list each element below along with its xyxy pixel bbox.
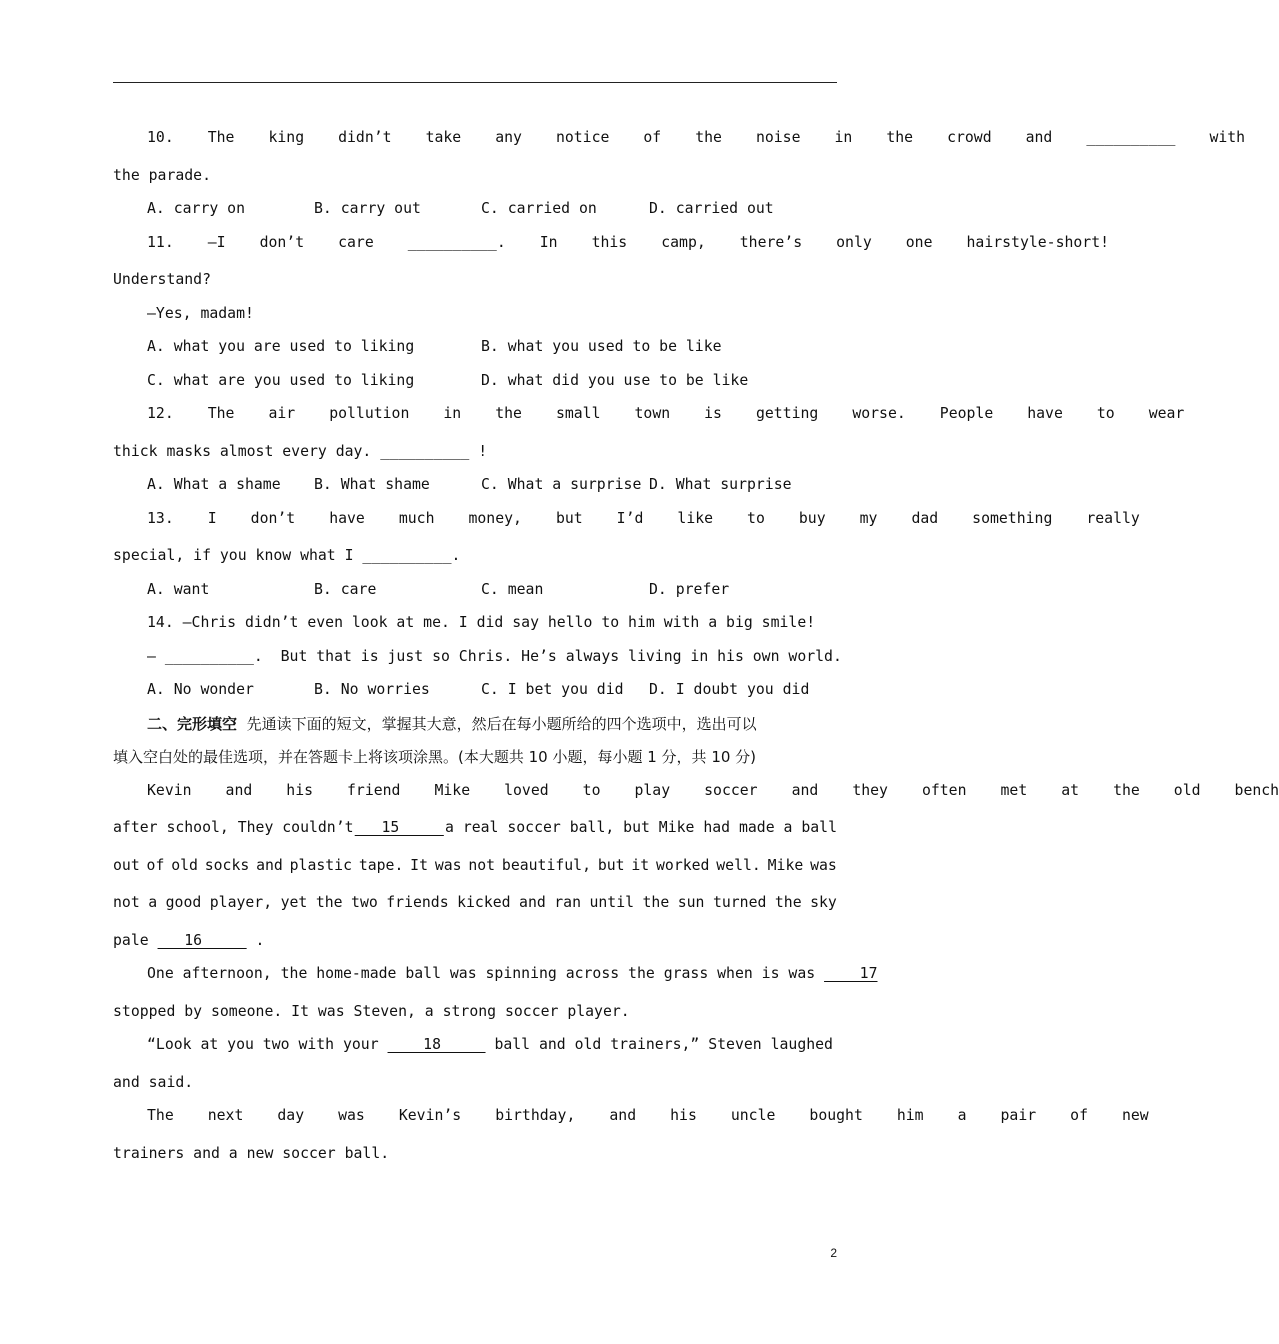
word: pollution [329, 405, 410, 422]
word: like [677, 509, 714, 527]
word: the [642, 894, 670, 911]
p1-line5-end: . [246, 931, 265, 949]
q14-options [113, 676, 837, 710]
word: often [921, 781, 967, 799]
word: much [398, 509, 435, 527]
page-content [113, 124, 1279, 1173]
word: was [810, 856, 837, 874]
q11-line2: Understand? [113, 271, 211, 288]
word: sun [677, 894, 705, 911]
word: ran [554, 894, 581, 911]
word: old [1173, 781, 1201, 799]
word: one [905, 233, 933, 251]
word: air [268, 405, 296, 422]
q13-option-d: D. prefer [649, 580, 730, 598]
word: bench [1234, 781, 1279, 799]
word: The [147, 1107, 174, 1124]
word: kicked [457, 894, 511, 911]
word: with [1209, 129, 1246, 146]
passage-p3-line2: and said. [113, 1073, 194, 1091]
word: soccer [704, 781, 758, 799]
word: two [351, 894, 378, 911]
word: dad [911, 509, 939, 527]
word: there’s [739, 233, 803, 251]
q12-line1 [113, 400, 1185, 438]
word: take [425, 129, 462, 146]
word: friends [386, 894, 449, 911]
word: this [591, 233, 628, 251]
word: until [589, 894, 635, 911]
word: at [1061, 781, 1080, 799]
word: small [555, 405, 601, 422]
word: only [836, 233, 872, 251]
word: the [886, 129, 914, 146]
word: well. [716, 856, 761, 874]
header-rule [113, 82, 837, 83]
word: crowd [947, 129, 992, 146]
word: yet [280, 894, 308, 911]
word: 11. [147, 233, 174, 251]
word: player, [209, 894, 273, 911]
q12-option-a: A. What a shame [147, 476, 281, 493]
word: and [225, 781, 253, 799]
word: and [1025, 129, 1053, 146]
word: not [113, 894, 140, 911]
word: sky [810, 894, 837, 911]
q11-option-a: A. what you are used to liking [147, 338, 415, 355]
word: __________ [1086, 129, 1176, 146]
word: day [277, 1107, 305, 1124]
q14-option-d: D. I doubt you did [649, 681, 810, 698]
q11-line1 [113, 229, 1110, 267]
word: in [443, 405, 462, 422]
p3-line1-start: “Look at you two with your [147, 1036, 388, 1053]
passage-p1-line1 [113, 777, 1279, 815]
word: beautiful, [501, 856, 591, 874]
passage-p1-line4 [113, 889, 837, 927]
word: uncle [730, 1107, 776, 1124]
word: his [670, 1107, 697, 1124]
section2-instruction-line1 [113, 710, 837, 744]
word: birthday, [495, 1107, 576, 1124]
word: in [834, 129, 853, 146]
word: of [1070, 1107, 1088, 1124]
word: hairstyle-short! [966, 233, 1110, 251]
blank-16: 16 [157, 931, 247, 949]
word: care [338, 233, 374, 251]
word: is [704, 405, 722, 422]
word: a [148, 894, 158, 911]
word: 12. [147, 405, 174, 422]
word: him [896, 1107, 924, 1124]
word: a [957, 1107, 967, 1124]
word: turned [712, 894, 767, 911]
q14-option-b: B. No worries [314, 681, 430, 698]
word: Mike [767, 856, 804, 874]
q10-option-b: B. carry out [314, 200, 421, 217]
word: it [631, 856, 650, 874]
q12-option-d: D. What surprise [649, 476, 792, 493]
word: his [286, 781, 314, 799]
q12-option-c: C. What a surprise [481, 476, 642, 493]
word: something [972, 509, 1053, 527]
word: socks [204, 856, 250, 874]
word: worse. [852, 405, 906, 422]
word: didn’t [338, 129, 392, 146]
word: the [774, 894, 802, 911]
q13-line1 [113, 505, 1140, 543]
word: bought [809, 1107, 863, 1124]
word: tape. [358, 856, 404, 874]
word: good [165, 894, 202, 911]
q12-line2: thick masks almost every day. __________ ! [113, 442, 488, 460]
p2-line1-start: One afternoon, the home-made ball was spinning across the grass when is was [147, 965, 825, 982]
q11-line3: —Yes, madam! [147, 304, 254, 322]
word: plastic [289, 856, 352, 874]
section2-heading: 二、完形填空 [147, 714, 238, 733]
word: Kevin’s [398, 1107, 462, 1124]
word: have [329, 509, 365, 527]
blank-17: 17 [824, 965, 878, 982]
passage-p4-line2: trainers and a new soccer ball. [113, 1144, 390, 1162]
word: and [609, 1107, 637, 1124]
q13-option-c: C. mean [481, 580, 544, 598]
word: notice [555, 129, 610, 146]
word: camp, [661, 233, 706, 251]
q13-option-b: B. care [314, 580, 377, 598]
section2-instruction-line2: 填入空白处的最佳选项，并在答题卡上将该项涂黑。(本大题共 10 小题，每小题 1 分，共 10 分) [113, 748, 757, 766]
passage-p2-line2: stopped by someone. It was Steven, a strong soccer player. [113, 1002, 630, 1020]
word: 10. [147, 129, 174, 146]
word: —I [207, 233, 226, 251]
word: out [113, 856, 140, 874]
word: getting [755, 405, 819, 422]
word: was [338, 1107, 365, 1124]
word: Mike [434, 781, 471, 799]
word: friend [347, 781, 401, 799]
word: really [1086, 509, 1140, 527]
q13-options [113, 576, 837, 610]
blank-18: 18 [387, 1036, 486, 1053]
word: The [207, 405, 235, 422]
q10-options [113, 195, 837, 229]
word: I’d [616, 509, 644, 527]
word: was [434, 856, 462, 874]
p1-line2-start: after school, They couldn’t [113, 819, 354, 836]
word: In [539, 233, 558, 251]
word: Kevin [147, 781, 192, 799]
q12-option-b: B. What shame [314, 476, 430, 493]
q14-line1: 14. —Chris didn’t even look at me. I did say hello to him with a big smile! [147, 614, 816, 631]
q13-line2: special, if you know what I __________. [113, 547, 461, 564]
word: and [791, 781, 819, 799]
word: new [1121, 1107, 1149, 1124]
word: the [695, 129, 722, 146]
word: any [495, 129, 522, 146]
passage-p1-line5 [113, 927, 837, 961]
word: met [1000, 781, 1028, 799]
word: have [1027, 405, 1063, 422]
blank-15: 15 [354, 819, 444, 836]
q11-option-b: B. what you used to be like [481, 338, 722, 355]
word: the [495, 405, 522, 422]
word: old [171, 856, 198, 874]
word: they [852, 781, 888, 799]
q11-option-c: C. what are you used to liking [147, 371, 415, 389]
word: the [1113, 781, 1140, 799]
word: I [207, 509, 217, 527]
p3-line1-end: ball and old trainers,” Steven laughed [485, 1036, 833, 1053]
word: The [207, 129, 235, 146]
passage-p4-line1 [113, 1102, 1149, 1140]
word: of [146, 856, 165, 874]
word: 13. [147, 509, 174, 527]
q12-options [113, 471, 837, 505]
p1-line5-start: pale [113, 931, 158, 949]
word: wear [1148, 405, 1185, 422]
word: __________. [407, 233, 506, 251]
word: to [582, 781, 601, 799]
word: People [939, 405, 994, 422]
word: noise [755, 129, 801, 146]
q11-options-cd [113, 367, 837, 401]
q14-option-a: A. No wonder [147, 681, 254, 698]
word: loved [504, 781, 549, 799]
passage-p1-line2 [113, 814, 837, 852]
word: my [859, 509, 878, 527]
section2-instr1: 先通读下面的短文，掌握其大意，然后在每小题所给的四个选项中，选出可以 [246, 714, 757, 733]
word: to [747, 509, 765, 527]
word: buy [798, 509, 826, 527]
q10-line2: the parade. [113, 166, 211, 184]
word: to [1096, 405, 1115, 422]
passage-p2-line1 [113, 960, 878, 998]
word: town [634, 405, 671, 422]
q13-option-a: A. want [147, 580, 210, 598]
q14-line2: — __________. But that is just so Chris. He’s always living in his own world. [147, 647, 842, 665]
word: but [555, 509, 583, 527]
word: and [256, 856, 283, 874]
q10-option-d: D. carried out [649, 200, 774, 217]
word: It [410, 856, 428, 874]
word: next [207, 1107, 244, 1124]
p1-line2-end: a real soccer ball, but Mike had made a ball [445, 819, 837, 836]
word: but [597, 856, 625, 874]
word: the [315, 894, 343, 911]
q10-option-c: C. carried on [481, 200, 597, 217]
word: don’t [259, 233, 305, 251]
word: don’t [250, 509, 296, 527]
word: money, [468, 509, 522, 527]
word: worked [656, 856, 710, 874]
q11-options-ab [113, 333, 837, 367]
q10-option-a: A. carry on [147, 200, 245, 217]
page-number: 2 [830, 1246, 837, 1260]
passage-p3-line1 [113, 1031, 837, 1069]
word: play [634, 781, 671, 799]
q14-option-c: C. I bet you did [481, 681, 624, 698]
word: of [643, 129, 662, 146]
word: king [268, 129, 305, 146]
q11-option-d: D. what did you use to be like [481, 371, 749, 389]
q10-line1 [113, 124, 1246, 162]
passage-p1-line3 [113, 852, 837, 890]
word: not [468, 856, 496, 874]
word: pair [1000, 1107, 1037, 1124]
word: and [519, 894, 546, 911]
